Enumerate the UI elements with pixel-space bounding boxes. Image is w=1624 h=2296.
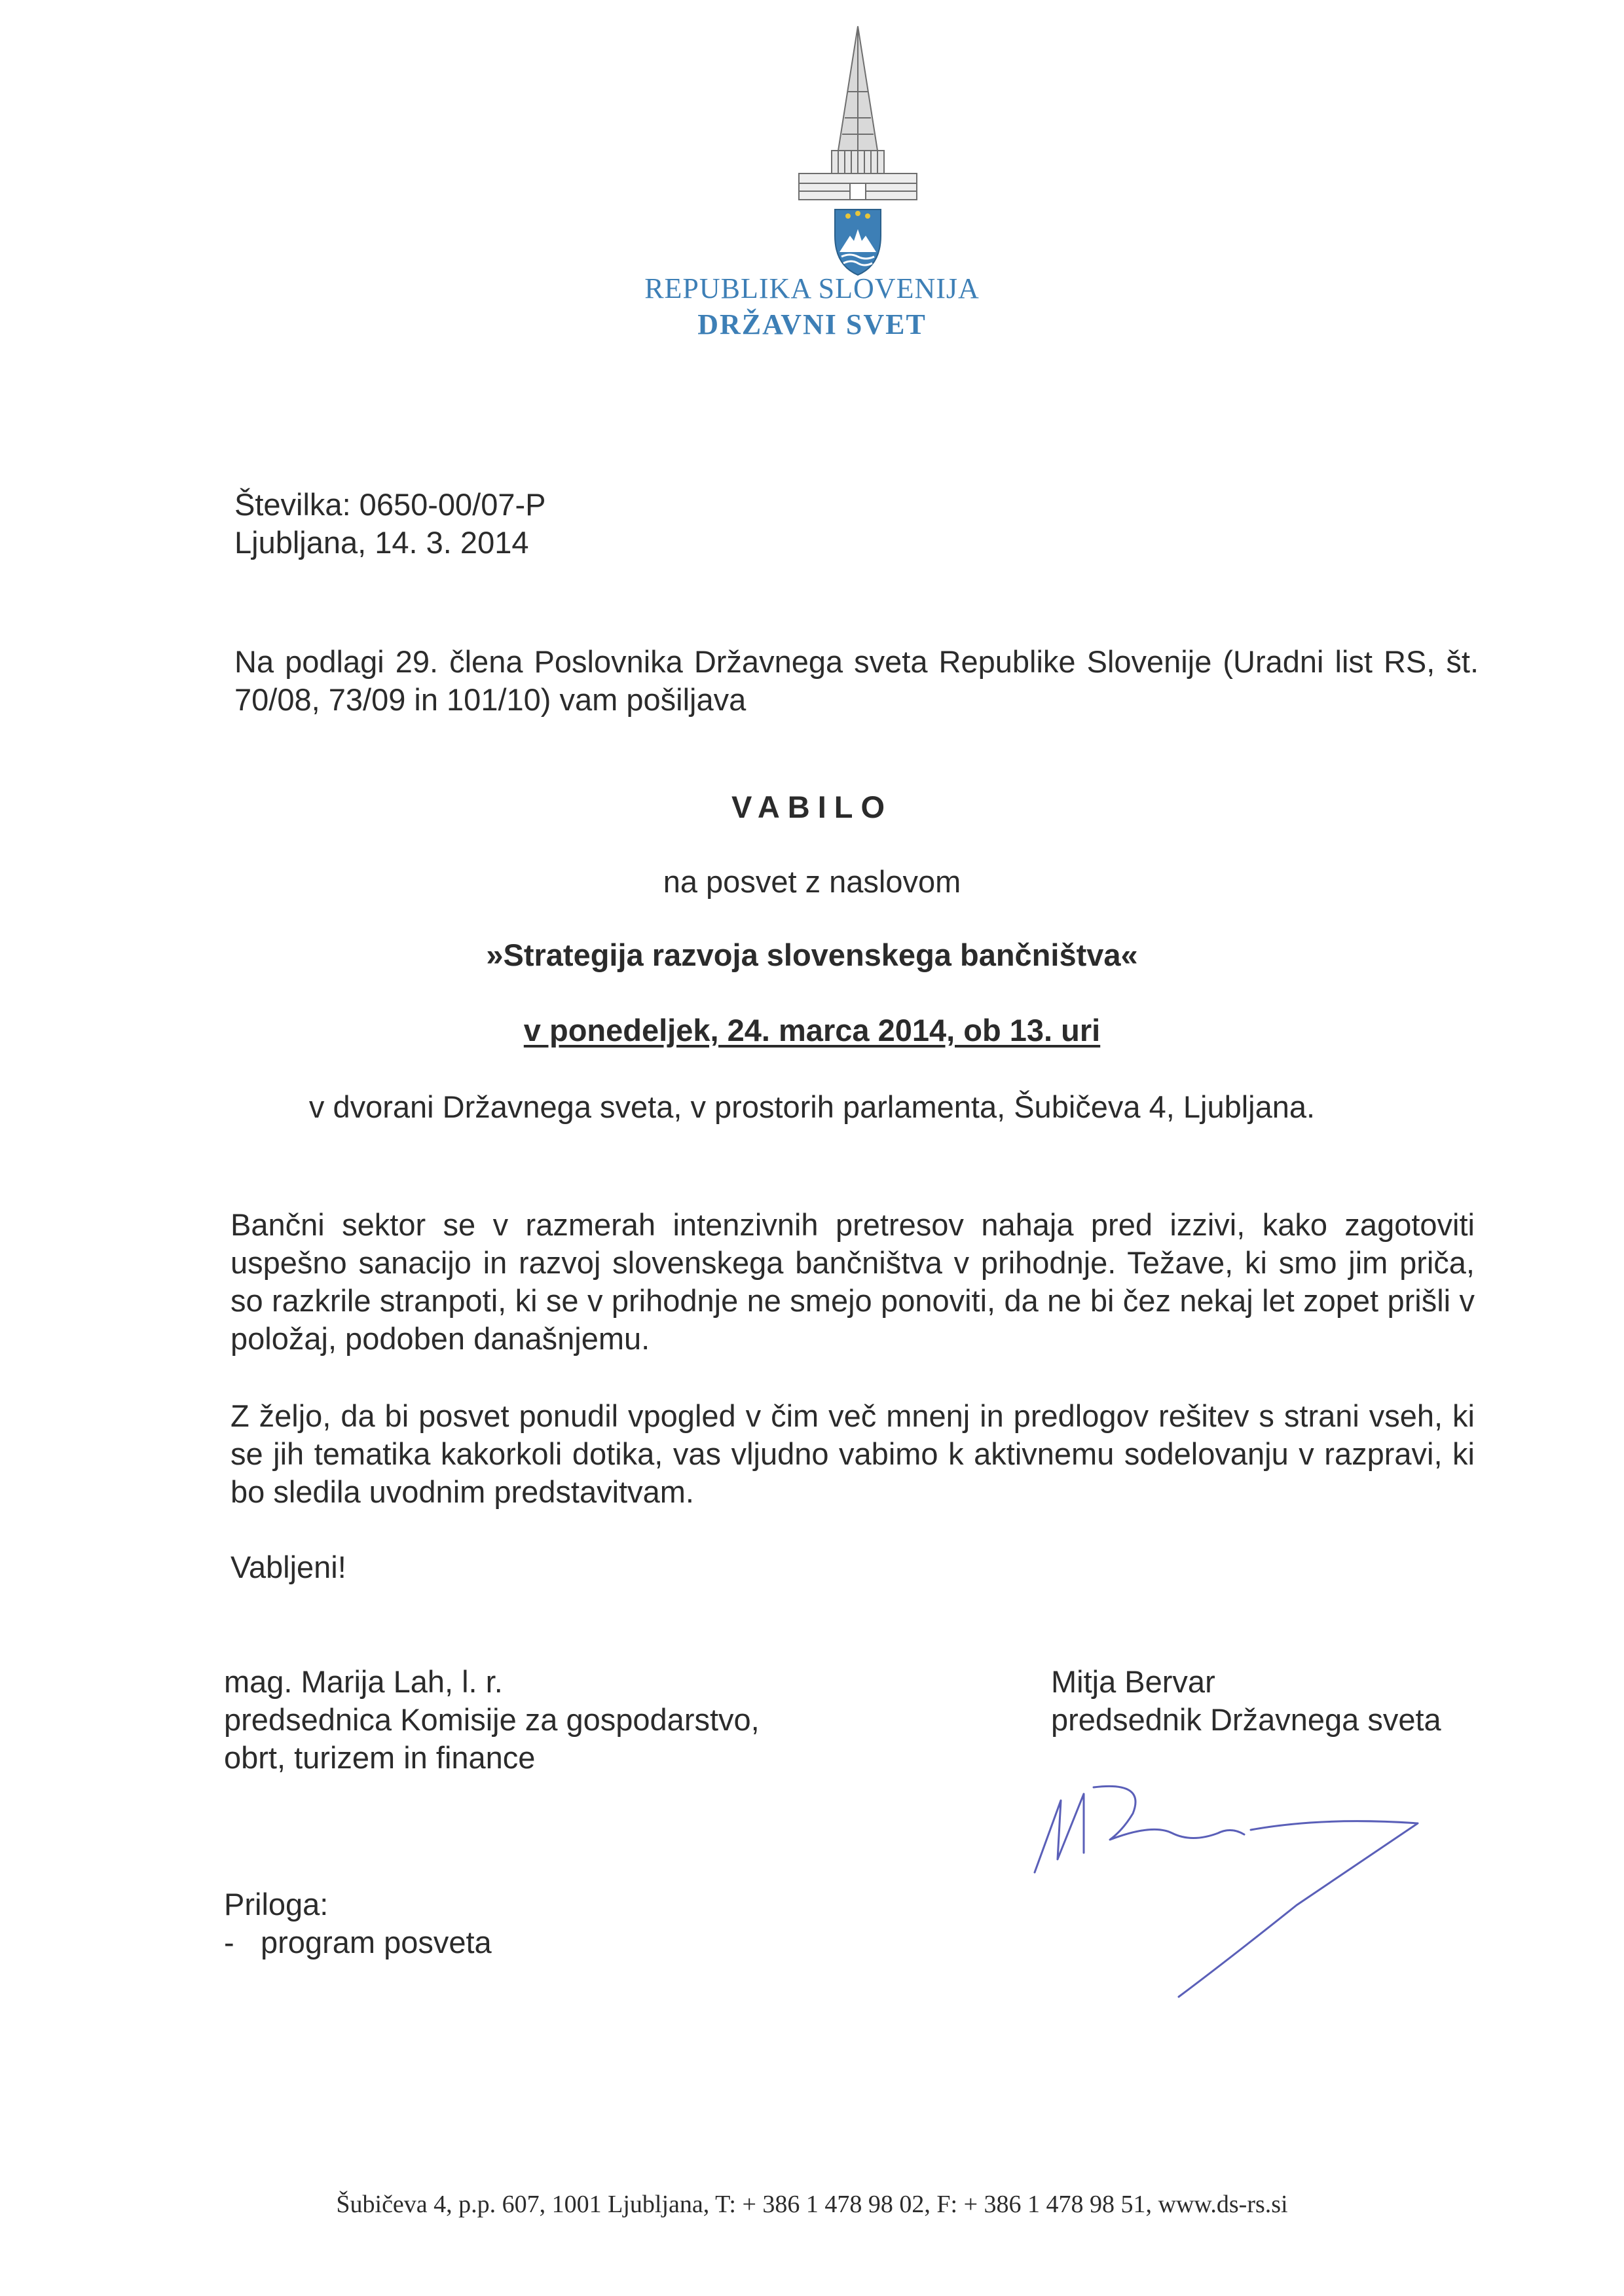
body-paragraph-1: Bančni sektor se v razmerah intenzivnih pretresov nahaja pred izzivi, kako zagotoviti uspešno sanacijo in razvoj slovenskega bančništva v prihodnje. Težave, ki smo jim priča, so razkrile stranpoti, ki se v prihodnje ne smejo ponoviti, da ne bi čez nekaj let zopet prišli v položaj, podoben današnjemu. xyxy=(231,1207,1475,1356)
signatory-right-name: Mitja Bervar xyxy=(1051,1664,1215,1699)
parliament-coat-of-arms-icon xyxy=(779,20,936,282)
org-name-line2: DRŽAVNI SVET xyxy=(697,308,927,340)
reference-number: Številka: 0650-00/07-P xyxy=(234,487,546,522)
event-venue: v dvorani Državnega sveta, v prostorih parlamenta, Šubičeva 4, Ljubljana. xyxy=(308,1089,1316,1124)
list-dash: - xyxy=(224,1925,234,1959)
footer-contact: Šubičeva 4, p.p. 607, 1001 Ljubljana, T: + 386 1 478 98 02, F: + 386 1 478 98 51, www.ds-rs.si xyxy=(336,2191,1288,2218)
closing: Vabljeni! xyxy=(231,1550,346,1584)
body-paragraph-2: Z željo, da bi posvet ponudil vpogled v čim več mnenj in predlogov rešitev s strani vseh, ki se jih tematika kakorkoli dotika, vas vljudno vabimo k aktivnemu sodelovanju v razpravi, ki bo sledila uvodnim predstavitvam. xyxy=(231,1398,1475,1509)
event-title: »Strategija razvoja slovenskega bančništva« xyxy=(486,938,1138,972)
signatory-left-role-1: predsednica Komisije za gospodarstvo, xyxy=(224,1702,760,1737)
intro-paragraph: Na podlagi 29. člena Poslovnika Državnega sveta Republike Slovenije (Uradni list RS, št. 70/08, 73/09 in 101/10) vam pošiljava xyxy=(234,644,1479,717)
attachment-label: Priloga: xyxy=(224,1887,329,1922)
place-date: Ljubljana, 14. 3. 2014 xyxy=(234,525,529,560)
signatory-left-role-2: obrt, turizem in finance xyxy=(224,1740,536,1775)
signatory-right xyxy=(1051,1663,1441,1739)
attachment-item-row xyxy=(224,1923,492,1961)
signatory-left-name: mag. Marija Lah, l. r. xyxy=(224,1664,503,1699)
event-date: v ponedeljek, 24. marca 2014, ob 13. uri xyxy=(523,1013,1101,1048)
signatory-right-role: predsednik Državnega sveta xyxy=(1051,1702,1441,1737)
org-name-line1: REPUBLIKA SLOVENIJA xyxy=(644,272,980,304)
attachment-item: program posveta xyxy=(261,1925,492,1959)
handwritten-signature xyxy=(1022,1761,1441,2010)
invitation-heading: VABILO xyxy=(731,790,893,824)
invitation-subtitle: na posvet z naslovom xyxy=(663,864,961,899)
signatory-left xyxy=(224,1663,760,1777)
attachment-block xyxy=(224,1886,492,1961)
reference-block xyxy=(234,486,546,562)
